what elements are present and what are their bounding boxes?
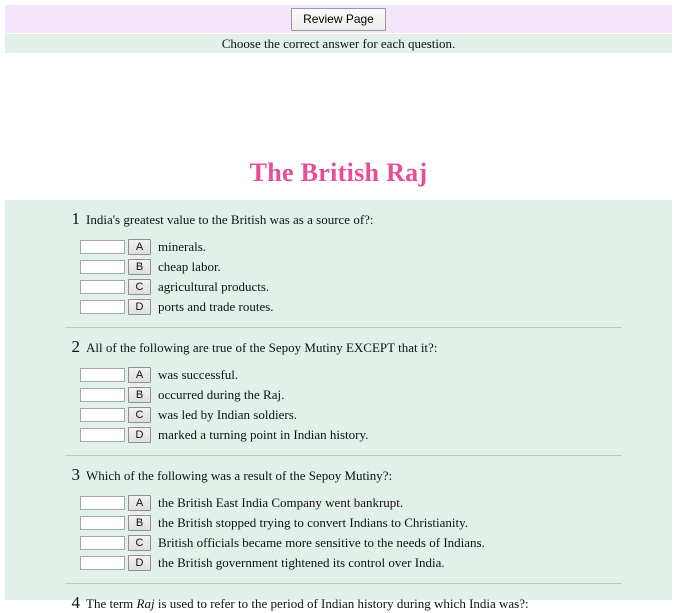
question-block [5,584,672,613]
answer-text: occurred during the Raj. [158,387,285,402]
answer-input-b[interactable] [80,516,125,530]
question-number: 1 [71,209,80,228]
answer-row [5,553,672,573]
question-block [5,328,672,445]
answer-letter-button-a[interactable]: A [128,239,151,255]
answer-letter-button-d[interactable]: D [128,299,151,315]
question-block [5,200,672,317]
answer-row [5,493,672,513]
answer-text: cheap labor. [158,259,221,274]
answer-row [5,513,672,533]
answer-row [5,385,672,405]
answer-input-c[interactable] [80,408,125,422]
page-title: The British Raj [249,158,428,187]
question-text: The term Raj is used to refer to the period of Indian history during which India was?: [86,596,529,611]
answer-input-c[interactable] [80,536,125,550]
answer-list [5,485,672,573]
answer-input-a[interactable] [80,368,125,382]
question-header [5,584,672,613]
answer-row [5,533,672,553]
answer-row [5,237,672,257]
answer-row [5,365,672,385]
question-text: Which of the following was a result of the Sepoy Mutiny?: [86,468,393,483]
answer-input-c[interactable] [80,280,125,294]
question-header [5,200,672,229]
answer-list [5,357,672,445]
answer-input-d[interactable] [80,556,125,570]
answer-row [5,405,672,425]
answer-letter-button-c[interactable]: C [128,407,151,423]
question-block [5,456,672,573]
answer-text: marked a turning point in Indian history. [158,427,369,442]
question-text-emphasis: Raj [136,596,155,611]
instruction-text: Choose the correct answer for each question. [221,35,456,51]
answer-text: was led by Indian soldiers. [158,407,298,422]
quiz-panel [5,200,672,612]
answer-letter-button-b[interactable]: B [128,259,151,275]
questions-container [5,200,672,613]
question-number: 3 [71,465,80,484]
answer-input-d[interactable] [80,300,125,314]
answer-text: the British government tightened its control over India. [158,555,445,570]
answer-input-a[interactable] [80,496,125,510]
question-header [5,328,672,357]
answer-text: the British East India Company went bankrupt. [158,495,404,510]
answer-text: the British stopped trying to convert Indians to Christianity. [158,515,469,530]
answer-letter-button-c[interactable]: C [128,535,151,551]
answer-letter-button-d[interactable]: D [128,555,151,571]
question-header [5,456,672,485]
question-text: India's greatest value to the British was as a source of?: [86,212,374,227]
answer-text: agricultural products. [158,279,270,294]
answer-text: British officials became more sensitive to the needs of Indians. [158,535,485,550]
instruction-bar [5,34,672,53]
answer-letter-button-a[interactable]: A [128,495,151,511]
question-number: 2 [71,337,80,356]
answer-row [5,257,672,277]
toolbar [5,5,672,33]
answer-input-a[interactable] [80,240,125,254]
question-number: 4 [71,593,80,612]
review-page-button[interactable]: Review Page [291,8,386,31]
answer-row [5,297,672,317]
answer-text: minerals. [158,239,207,254]
answer-input-d[interactable] [80,428,125,442]
answer-list [5,229,672,317]
answer-letter-button-d[interactable]: D [128,427,151,443]
answer-row [5,277,672,297]
answer-input-b[interactable] [80,388,125,402]
answer-letter-button-b[interactable]: B [128,515,151,531]
answer-row [5,425,672,445]
answer-letter-button-a[interactable]: A [128,367,151,383]
answer-text: was successful. [158,367,239,382]
answer-letter-button-b[interactable]: B [128,387,151,403]
answer-input-b[interactable] [80,260,125,274]
question-text: All of the following are true of the Sepoy Mutiny EXCEPT that it?: [86,340,438,355]
answer-letter-button-c[interactable]: C [128,279,151,295]
answer-text: ports and trade routes. [158,299,274,314]
